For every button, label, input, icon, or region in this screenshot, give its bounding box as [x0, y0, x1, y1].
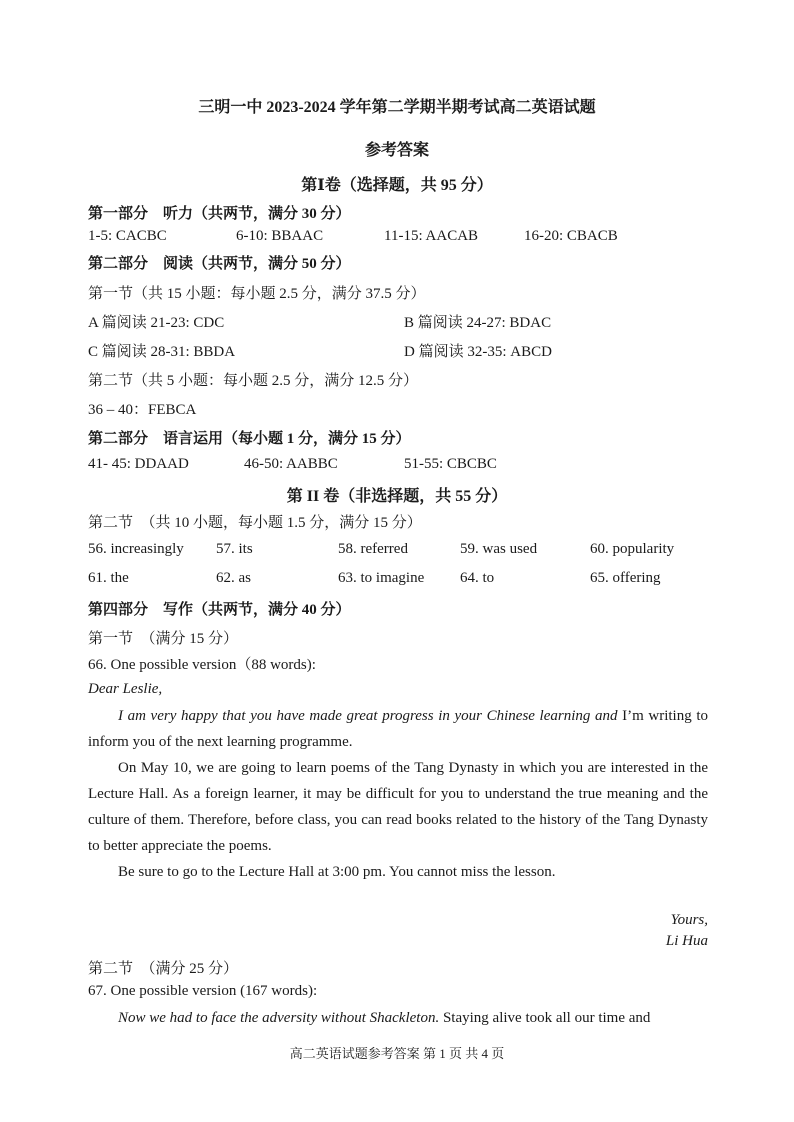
q67-paragraph-rest: Staying alive took all our time and — [439, 1010, 651, 1026]
page-subtitle: 参考答案 — [364, 142, 429, 159]
grammar-answer: 58. referred — [338, 541, 408, 557]
part2-section1: 第一节（共 15 小题：每小题 2.5 分，满分 37.5 分） — [88, 286, 426, 302]
letter-greeting: Dear Leslie, — [88, 681, 163, 697]
answer-41-45: 41- 45: DDAAD — [88, 456, 189, 472]
reading-d: D 篇阅读 32-35: ABCD — [404, 344, 552, 360]
answer-6-10: 6-10: BBAAC — [236, 228, 324, 244]
letter-signature: Li Hua — [665, 933, 708, 949]
q67-label: 67. One possible version (167 words): — [88, 983, 318, 999]
part4-section1: 第一节 （满分 15 分） — [88, 631, 239, 647]
grammar-answer: 64. to — [460, 570, 495, 586]
grammar-answer: 61. the — [88, 570, 129, 586]
part4-heading: 第四部分 写作（共两节，满分 40 分） — [88, 602, 351, 618]
answer-36-40: 36 – 40：FEBCA — [88, 402, 197, 418]
letter-paragraph-1-italic: I am very happy that you have made great progress in your Chinese learning and — [118, 708, 618, 724]
grammar-answer: 60. popularity — [590, 541, 675, 557]
answer-1-5: 1-5: CACBC — [88, 228, 167, 244]
volume2-heading: 第 II 卷（非选择题，共 55 分） — [286, 488, 508, 505]
answer-51-55: 51-55: CBCBC — [404, 456, 497, 472]
letter-paragraph-2 — [88, 755, 708, 859]
letter-paragraph-3 — [88, 859, 708, 885]
grammar-heading: 第二节 （共 10 小题，每小题 1.5 分，满分 15 分） — [88, 515, 422, 531]
grammar-answer: 65. offering — [590, 570, 661, 586]
page-title: 三明一中 2023-2024 学年第二学期半期考试高二英语试题 — [198, 99, 596, 116]
q66-label: 66. One possible version（88 words): — [88, 657, 316, 673]
reading-c: C 篇阅读 28-31: BBDA — [88, 344, 236, 360]
q67-paragraph-italic: Now we had to face the adversity without Shackleton. — [118, 1010, 440, 1026]
part2-heading: 第二部分 阅读（共两节，满分 50 分） — [88, 256, 351, 272]
grammar-answer: 56. increasingly — [88, 541, 184, 557]
answer-11-15: 11-15: AACAB — [384, 228, 479, 244]
writing-section2-heading: 第二节 （满分 25 分） — [88, 961, 239, 977]
volume1-heading: 第Ⅰ卷（选择题，共 95 分） — [301, 177, 493, 194]
letter-paragraph-1 — [88, 703, 708, 755]
part2-section2: 第二节（共 5 小题：每小题 2.5 分，满分 12.5 分） — [88, 373, 419, 389]
part3-heading: 第二部分 语言运用（每小题 1 分，满分 15 分） — [88, 431, 411, 447]
reading-a: A 篇阅读 21-23: CDC — [88, 315, 225, 331]
grammar-answer: 57. its — [216, 541, 253, 557]
q67-paragraph — [88, 1005, 708, 1031]
answer-46-50: 46-50: AABBC — [244, 456, 338, 472]
letter-paragraph-1-rest: I’m writing to inform you of the next learning programme. — [88, 708, 708, 750]
grammar-answer: 59. was used — [460, 541, 538, 557]
grammar-answer: 62. as — [216, 570, 251, 586]
letter-closing: Yours, — [670, 912, 708, 928]
part1-heading: 第一部分 听力（共两节，满分 30 分） — [88, 206, 351, 222]
letter-paragraph-3-text: Be sure to go to the Lecture Hall at 3:00 pm. You cannot miss the lesson. — [118, 864, 556, 880]
grammar-answer: 63. to imagine — [338, 570, 425, 586]
answer-16-20: 16-20: CBACB — [524, 228, 618, 244]
letter-paragraph-2-text: On May 10, we are going to learn poems of the Tang Dynasty in which you are interested in the Lecture Hall. As a foreign learner, it may be difficult for you to understand the true meaning and the culture of them. Therefore, before class, you can read books related to the history of the Tang Dynasty to better appreciate the poems. — [88, 760, 708, 854]
reading-b: B 篇阅读 24-27: BDAC — [404, 315, 552, 331]
page-footer: 高二英语试题参考答案 第 1 页 共 4 页 — [289, 1046, 505, 1061]
